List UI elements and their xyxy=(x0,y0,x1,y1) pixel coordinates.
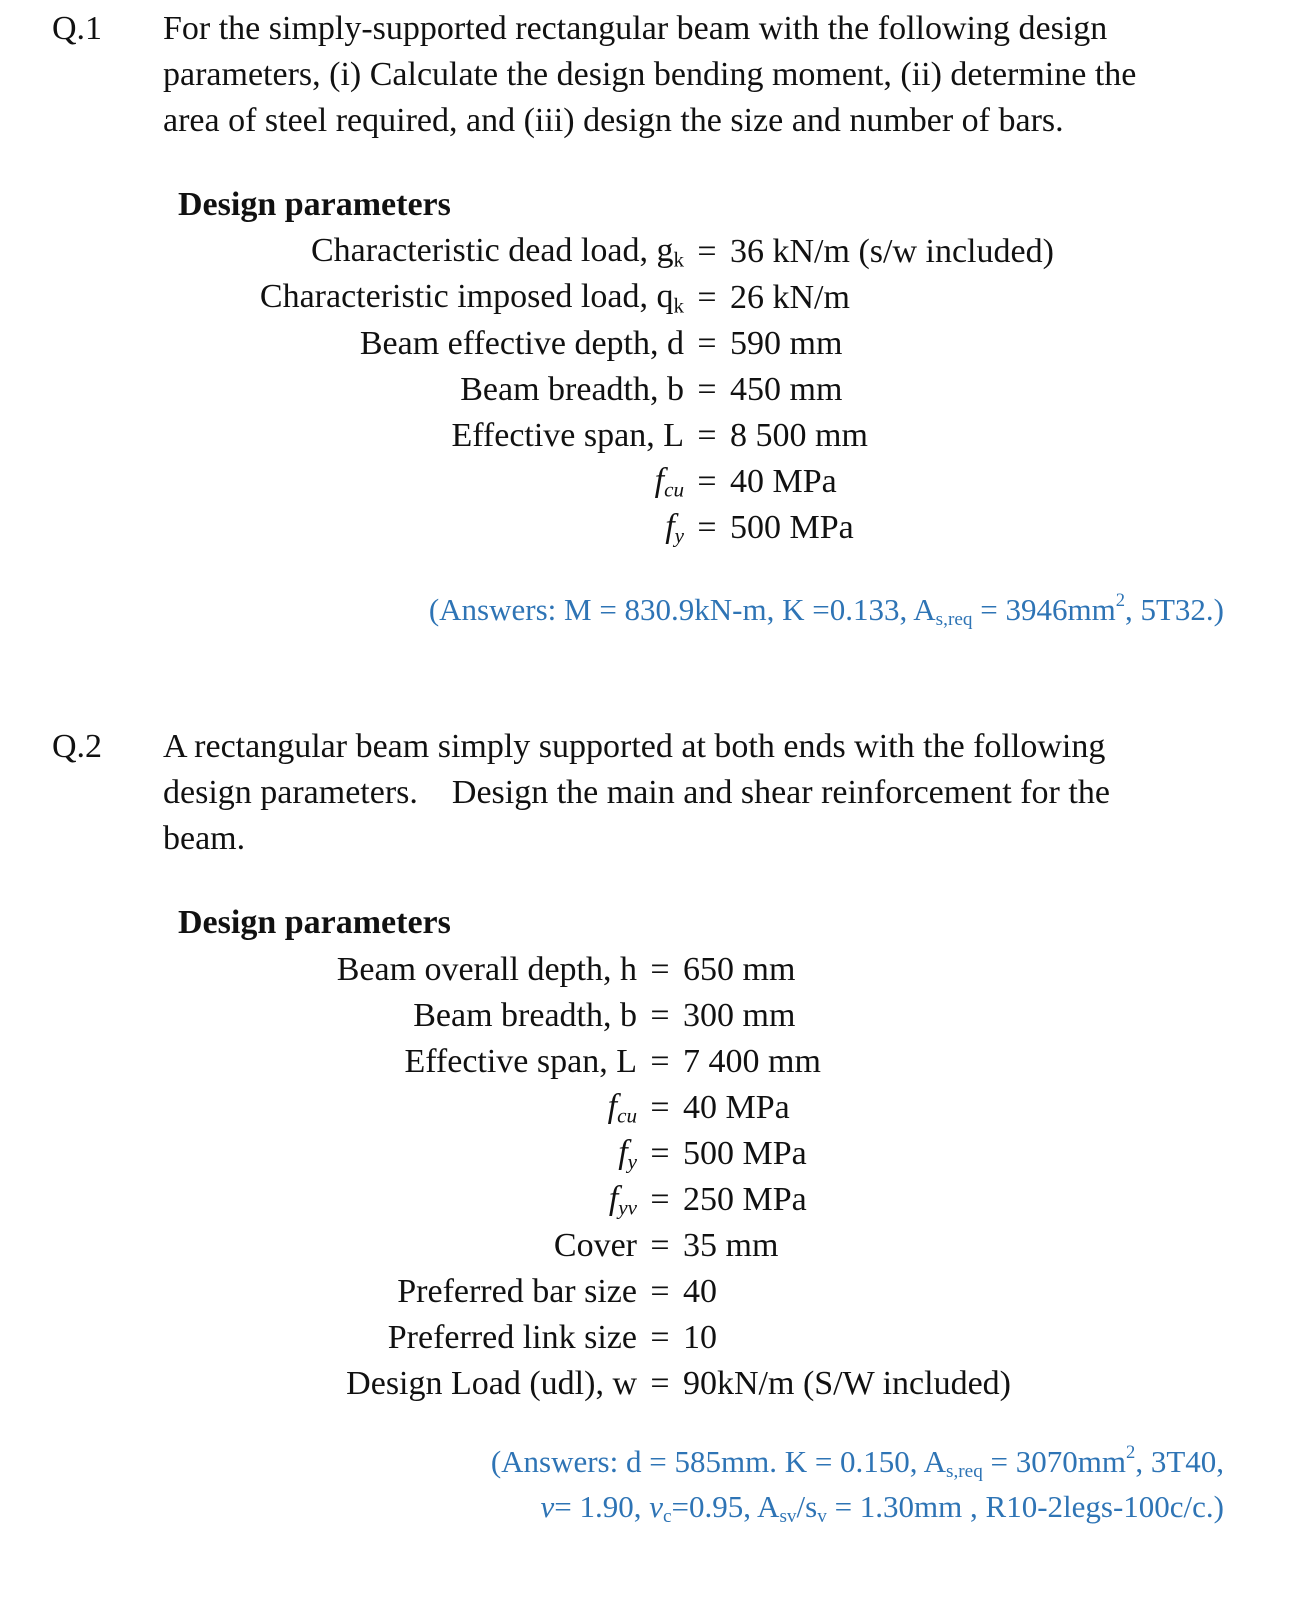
q1-param-row: Characteristic dead load, $g_k$ = 36 kN/m (s/w included) xyxy=(210,229,1054,275)
q2-param-row: Preferred bar size = 40 xyxy=(200,1269,1011,1315)
q2-params xyxy=(200,947,1011,1407)
param-label: Beam breadth, b xyxy=(460,371,684,408)
param-value: 650 mm xyxy=(683,951,796,988)
param-label: $f_{yv}$ xyxy=(608,1179,637,1220)
q2-param-row: $f_{yv}$ = 250 MPa xyxy=(200,1177,1011,1223)
q2-param-row: Beam breadth, b = 300 mm xyxy=(200,993,1011,1039)
param-label: Cover xyxy=(553,1227,637,1264)
q2-param-row: Preferred link size = 10 xyxy=(200,1315,1011,1361)
param-value: 450 mm xyxy=(730,371,843,408)
q2-statement-line: A rectangular beam simply supported at both ends with the following xyxy=(163,728,1106,765)
param-label: $f_{cu}$ xyxy=(654,461,684,502)
param-label: $f_y$ xyxy=(618,1133,637,1174)
q1-param-row: $f_{cu}$ = 40 MPa xyxy=(210,459,1054,505)
q2-statement-line: beam. xyxy=(163,820,246,857)
q1-params xyxy=(210,229,1054,551)
param-value: 35 mm xyxy=(683,1227,779,1264)
param-value: 250 MPa xyxy=(683,1181,807,1218)
param-label: $f_y$ xyxy=(665,507,684,548)
q2-param-row: Effective span, L = 7 400 mm xyxy=(200,1039,1011,1085)
param-value: 500 MPa xyxy=(683,1135,807,1172)
q1-param-row: Effective span, L = 8 500 mm xyxy=(210,413,1054,459)
q2-number: Q.2 xyxy=(52,728,103,765)
param-value: 590 mm xyxy=(730,325,843,362)
q2-param-row: Cover = 35 mm xyxy=(200,1223,1011,1269)
q1-statement-line: area of steel required, and (iii) design the size and number of bars. xyxy=(163,102,1064,139)
param-value: 10 xyxy=(683,1319,717,1356)
param-value: 8 500 mm xyxy=(730,417,868,454)
q1-param-row: Beam effective depth, d = 590 mm xyxy=(210,321,1054,367)
param-value: 40 MPa xyxy=(683,1089,790,1126)
q2-answers-line1: (Answers: d = 585mm. K = 0.150, $A_{s,req} = 3070mm^2$, 3T40, xyxy=(490,1442,1224,1482)
q1-param-row: Characteristic imposed load, $q_k$ = 26 kN/m xyxy=(210,275,1054,321)
param-label: Beam overall depth, h xyxy=(336,951,637,988)
param-value: 300 mm xyxy=(683,997,796,1034)
q1-statement xyxy=(163,6,1223,144)
q2-param-row: $f_y$ = 500 MPa xyxy=(200,1131,1011,1177)
param-label: $f_{cu}$ xyxy=(607,1087,637,1128)
q1-statement-line: parameters, (i) Calculate the design bending moment, (ii) determine the xyxy=(163,56,1137,93)
param-value: 500 MPa xyxy=(730,509,854,546)
q2-heading: Design parameters xyxy=(178,904,451,941)
q1-heading: Design parameters xyxy=(178,186,451,223)
param-value: 7 400 mm xyxy=(683,1043,821,1080)
param-value: 40 xyxy=(683,1273,717,1310)
q1-number: Q.1 xyxy=(52,10,103,47)
param-label: Characteristic imposed load, $q_k$ xyxy=(259,277,684,318)
q2-param-row: Beam overall depth, h = 650 mm xyxy=(200,947,1011,993)
param-value: 90kN/m (S/W included) xyxy=(683,1365,1011,1402)
q1-param-row: Beam breadth, b = 450 mm xyxy=(210,367,1054,413)
q2-statement xyxy=(163,724,1223,862)
param-label: Design Load (udl), w xyxy=(346,1365,637,1402)
param-value: 40 MPa xyxy=(730,463,837,500)
param-label: Beam effective depth, d xyxy=(359,325,684,362)
q1-param-row: $f_y$ = 500 MPa xyxy=(210,505,1054,551)
param-value: 26 kN/m xyxy=(730,279,850,316)
param-label: Effective span, L xyxy=(451,417,684,454)
q1-statement-line: For the simply-supported rectangular beam with the following design xyxy=(163,10,1108,47)
param-label: Preferred link size xyxy=(387,1319,637,1356)
q2-statement-line: design parameters. Design the main and shear reinforcement for the xyxy=(163,774,1110,811)
q2-answers-line2: v= 1.90, $v_c=0.95$, $A_{sv}/s_v = 1.30mm$ , R10-2legs-100c/c.) xyxy=(540,1489,1224,1527)
param-label: Preferred bar size xyxy=(397,1273,637,1310)
q2-param-row: Design Load (udl), w = 90kN/m (S/W included) xyxy=(200,1361,1011,1407)
q2-param-row: $f_{cu}$ = 40 MPa xyxy=(200,1085,1011,1131)
param-label: Characteristic dead load, $g_k$ xyxy=(310,231,684,272)
param-label: Effective span, L xyxy=(404,1043,637,1080)
q1-answers: (Answers: M = 830.9kN-m, K =0.133, $A_{s,req} = 3946mm^2$, 5T32.) xyxy=(428,590,1224,630)
param-value: 36 kN/m (s/w included) xyxy=(730,233,1054,270)
param-label: Beam breadth, b xyxy=(413,997,637,1034)
